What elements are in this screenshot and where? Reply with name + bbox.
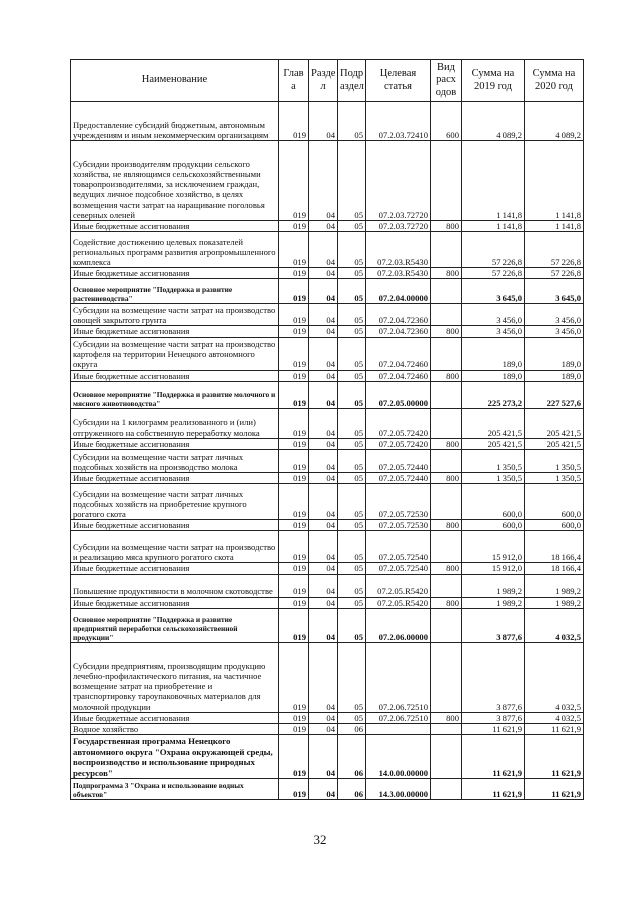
cell-expense-type: 800 [431, 473, 462, 484]
cell-target-article: 07.2.05.R5420 [366, 574, 431, 597]
table-row [71, 337, 584, 370]
cell-expense-type [431, 279, 462, 304]
cell-sum-2020: 57 226,8 [525, 268, 584, 279]
cell-section: 04 [309, 279, 338, 304]
cell-name: Иные бюджетные ассигнования [71, 712, 279, 723]
cell-sum-2019: 11 621,9 [462, 735, 525, 779]
cell-chapter: 019 [279, 279, 309, 304]
cell-target-article: 14.3.00.00000 [366, 779, 431, 800]
table-row [71, 724, 584, 735]
table-row [71, 450, 584, 473]
cell-expense-type [431, 141, 462, 221]
cell-section: 04 [309, 520, 338, 531]
cell-expense-type: 800 [431, 326, 462, 337]
cell-sum-2020: 4 089,2 [525, 102, 584, 141]
cell-subsection: 06 [338, 724, 366, 735]
cell-sum-2019: 1 989,2 [462, 574, 525, 597]
cell-name: Субсидии на возмещение части затрат на производство и реализацию мяса крупного рогатого скота [71, 531, 279, 563]
cell-chapter: 019 [279, 712, 309, 723]
cell-expense-type [431, 724, 462, 735]
cell-sum-2019: 3 877,6 [462, 608, 525, 642]
cell-expense-type: 800 [431, 597, 462, 608]
cell-expense-type: 800 [431, 712, 462, 723]
cell-section: 04 [309, 608, 338, 642]
cell-subsection: 05 [338, 221, 366, 232]
cell-chapter: 019 [279, 484, 309, 520]
cell-sum-2019: 205 421,5 [462, 408, 525, 438]
cell-section: 04 [309, 326, 338, 337]
cell-name: Субсидии на возмещение части затрат личных подсобных хозяйств на приобретение крупного рогатого скота [71, 484, 279, 520]
cell-sum-2020: 3 645,0 [525, 279, 584, 304]
cell-section: 04 [309, 304, 338, 326]
cell-sum-2020: 600,0 [525, 484, 584, 520]
cell-target-article: 07.2.05.72440 [366, 473, 431, 484]
cell-target-article: 07.2.05.72540 [366, 563, 431, 574]
cell-name: Иные бюджетные ассигнования [71, 370, 279, 381]
cell-chapter: 019 [279, 520, 309, 531]
table-row [71, 268, 584, 279]
cell-expense-type: 800 [431, 563, 462, 574]
cell-sum-2020: 11 621,9 [525, 779, 584, 800]
table-row [71, 735, 584, 779]
cell-sum-2020: 1 350,5 [525, 450, 584, 473]
cell-name: Иные бюджетные ассигнования [71, 520, 279, 531]
cell-name: Основное мероприятие "Поддержка и развитие молочного и мясного животноводства" [71, 381, 279, 408]
cell-sum-2019: 4 089,2 [462, 102, 525, 141]
cell-sum-2020: 205 421,5 [525, 408, 584, 438]
cell-sum-2019: 11 621,9 [462, 724, 525, 735]
cell-section: 04 [309, 268, 338, 279]
cell-subsection: 05 [338, 450, 366, 473]
cell-expense-type [431, 304, 462, 326]
cell-sum-2019: 225 273,2 [462, 381, 525, 408]
cell-subsection: 05 [338, 381, 366, 408]
cell-sum-2019: 205 421,5 [462, 438, 525, 449]
cell-chapter: 019 [279, 531, 309, 563]
cell-target-article: 07.2.03.R5430 [366, 232, 431, 268]
table-row [71, 473, 584, 484]
cell-sum-2020: 227 527,6 [525, 381, 584, 408]
table-row [71, 563, 584, 574]
cell-name: Иные бюджетные ассигнования [71, 326, 279, 337]
cell-section: 04 [309, 408, 338, 438]
table-header-row [71, 60, 584, 102]
cell-chapter: 019 [279, 381, 309, 408]
cell-subsection: 05 [338, 408, 366, 438]
cell-sum-2020: 18 166,4 [525, 531, 584, 563]
cell-section: 04 [309, 484, 338, 520]
cell-subsection: 05 [338, 337, 366, 370]
cell-expense-type: 800 [431, 520, 462, 531]
header-sum-2019: Сумма на 2019 год [462, 60, 525, 102]
cell-sum-2019: 1 141,8 [462, 221, 525, 232]
cell-section: 04 [309, 597, 338, 608]
cell-sum-2019: 1 350,5 [462, 450, 525, 473]
cell-subsection: 05 [338, 642, 366, 712]
cell-section: 04 [309, 735, 338, 779]
cell-subsection: 05 [338, 326, 366, 337]
cell-sum-2019: 3 877,6 [462, 712, 525, 723]
cell-sum-2020: 4 032,5 [525, 712, 584, 723]
cell-sum-2019: 15 912,0 [462, 531, 525, 563]
cell-subsection: 05 [338, 608, 366, 642]
cell-chapter: 019 [279, 326, 309, 337]
cell-sum-2019: 600,0 [462, 484, 525, 520]
cell-chapter: 019 [279, 735, 309, 779]
cell-target-article: 07.2.03.72410 [366, 102, 431, 141]
cell-name: Иные бюджетные ассигнования [71, 268, 279, 279]
cell-sum-2019: 189,0 [462, 337, 525, 370]
cell-sum-2020: 205 421,5 [525, 438, 584, 449]
cell-target-article: 07.2.05.00000 [366, 381, 431, 408]
cell-section: 04 [309, 574, 338, 597]
cell-target-article: 07.2.04.00000 [366, 279, 431, 304]
cell-subsection: 05 [338, 102, 366, 141]
table-row [71, 232, 584, 268]
cell-chapter: 019 [279, 408, 309, 438]
cell-sum-2019: 189,0 [462, 370, 525, 381]
cell-sum-2020: 18 166,4 [525, 563, 584, 574]
cell-chapter: 019 [279, 141, 309, 221]
cell-target-article: 07.2.05.72530 [366, 520, 431, 531]
cell-section: 04 [309, 232, 338, 268]
cell-expense-type [431, 608, 462, 642]
cell-sum-2019: 1 989,2 [462, 597, 525, 608]
cell-subsection: 05 [338, 304, 366, 326]
cell-section: 04 [309, 450, 338, 473]
cell-subsection: 06 [338, 779, 366, 800]
cell-target-article: 07.2.03.72720 [366, 221, 431, 232]
cell-expense-type [431, 408, 462, 438]
cell-subsection: 06 [338, 735, 366, 779]
cell-sum-2019: 11 621,9 [462, 779, 525, 800]
cell-sum-2020: 1 141,8 [525, 141, 584, 221]
cell-sum-2019: 600,0 [462, 520, 525, 531]
cell-section: 04 [309, 724, 338, 735]
cell-sum-2020: 1 350,5 [525, 473, 584, 484]
table-row [71, 141, 584, 221]
cell-subsection: 05 [338, 438, 366, 449]
cell-chapter: 019 [279, 779, 309, 800]
cell-subsection: 05 [338, 268, 366, 279]
cell-expense-type: 800 [431, 370, 462, 381]
cell-name: Основное мероприятие "Поддержка и развитие предприятий переработки сельскохозяйственной продукции" [71, 608, 279, 642]
cell-chapter: 019 [279, 642, 309, 712]
cell-name: Иные бюджетные ассигнования [71, 473, 279, 484]
cell-chapter: 019 [279, 563, 309, 574]
cell-sum-2019: 3 877,6 [462, 642, 525, 712]
cell-sum-2019: 57 226,8 [462, 232, 525, 268]
header-expense-type: Вид расх одов [431, 60, 462, 102]
cell-sum-2020: 4 032,5 [525, 608, 584, 642]
cell-section: 04 [309, 221, 338, 232]
table-row [71, 642, 584, 712]
cell-sum-2020: 4 032,5 [525, 642, 584, 712]
cell-chapter: 019 [279, 232, 309, 268]
cell-expense-type [431, 337, 462, 370]
cell-section: 04 [309, 102, 338, 141]
cell-expense-type [431, 232, 462, 268]
cell-sum-2019: 1 141,8 [462, 141, 525, 221]
cell-chapter: 019 [279, 473, 309, 484]
cell-sum-2019: 3 645,0 [462, 279, 525, 304]
cell-subsection: 05 [338, 531, 366, 563]
cell-sum-2020: 57 226,8 [525, 232, 584, 268]
cell-sum-2019: 3 456,0 [462, 326, 525, 337]
cell-name: Иные бюджетные ассигнования [71, 221, 279, 232]
cell-name: Субсидии на 1 килограмм реализованного и (или) отгруженного на собственную переработку молока [71, 408, 279, 438]
cell-subsection: 05 [338, 563, 366, 574]
table-row [71, 597, 584, 608]
cell-expense-type [431, 779, 462, 800]
cell-chapter: 019 [279, 268, 309, 279]
cell-target-article: 07.2.04.72360 [366, 326, 431, 337]
cell-expense-type [431, 642, 462, 712]
cell-subsection: 05 [338, 597, 366, 608]
cell-name: Водное хозяйство [71, 724, 279, 735]
cell-name: Повышение продуктивности в молочном скотоводстве [71, 574, 279, 597]
cell-sum-2020: 3 456,0 [525, 304, 584, 326]
cell-target-article: 07.2.04.72460 [366, 337, 431, 370]
cell-sum-2020: 11 621,9 [525, 724, 584, 735]
table-row [71, 102, 584, 141]
cell-sum-2020: 1 141,8 [525, 221, 584, 232]
cell-target-article: 07.2.04.72460 [366, 370, 431, 381]
cell-target-article: 07.2.04.72360 [366, 304, 431, 326]
budget-table [70, 59, 584, 800]
cell-sum-2020: 3 456,0 [525, 326, 584, 337]
cell-target-article: 07.2.05.72540 [366, 531, 431, 563]
cell-section: 04 [309, 642, 338, 712]
cell-chapter: 019 [279, 304, 309, 326]
cell-subsection: 05 [338, 370, 366, 381]
cell-sum-2020: 189,0 [525, 370, 584, 381]
cell-subsection: 05 [338, 141, 366, 221]
cell-section: 04 [309, 370, 338, 381]
cell-chapter: 019 [279, 724, 309, 735]
cell-subsection: 05 [338, 484, 366, 520]
table-row [71, 279, 584, 304]
cell-chapter: 019 [279, 102, 309, 141]
cell-chapter: 019 [279, 450, 309, 473]
table-row [71, 381, 584, 408]
table-row [71, 712, 584, 723]
cell-sum-2019: 1 350,5 [462, 473, 525, 484]
cell-sum-2020: 1 989,2 [525, 574, 584, 597]
cell-name: Субсидии на возмещение части затрат на производство овощей закрытого грунта [71, 304, 279, 326]
cell-chapter: 019 [279, 597, 309, 608]
cell-name: Субсидии на возмещение части затрат на производство картофеля на территории Ненецкого автономного округа [71, 337, 279, 370]
table-row [71, 370, 584, 381]
cell-target-article [366, 724, 431, 735]
cell-name: Подпрограмма 3 "Охрана и использование водных объектов" [71, 779, 279, 800]
cell-name: Государственная программа Ненецкого автономного округа "Охрана окружающей среды, воспроизводство и использование природных ресурсов" [71, 735, 279, 779]
table-row [71, 608, 584, 642]
cell-chapter: 019 [279, 438, 309, 449]
cell-section: 04 [309, 779, 338, 800]
cell-expense-type [431, 531, 462, 563]
header-target-article: Целевая статья [366, 60, 431, 102]
cell-target-article: 07.2.03.R5430 [366, 268, 431, 279]
table-row [71, 484, 584, 520]
table-row [71, 574, 584, 597]
cell-section: 04 [309, 438, 338, 449]
cell-subsection: 05 [338, 520, 366, 531]
table-row [71, 408, 584, 438]
cell-name: Субсидии производителям продукции сельского хозяйства, не являющимся сельскохозяйственными товаропроизводителями, за исключением граждан, ведущих личное подсобное хозяйство, в целях возмещения части затрат на наращивание поголовья северных оленей [71, 141, 279, 221]
cell-expense-type: 800 [431, 268, 462, 279]
cell-section: 04 [309, 337, 338, 370]
table-row [71, 438, 584, 449]
cell-subsection: 05 [338, 473, 366, 484]
table-row [71, 531, 584, 563]
cell-section: 04 [309, 712, 338, 723]
table-body [71, 102, 584, 800]
cell-chapter: 019 [279, 370, 309, 381]
page-number: 32 [313, 832, 327, 847]
cell-subsection: 05 [338, 232, 366, 268]
table-row [71, 304, 584, 326]
cell-chapter: 019 [279, 608, 309, 642]
cell-name: Иные бюджетные ассигнования [71, 438, 279, 449]
cell-expense-type: 600 [431, 102, 462, 141]
cell-name: Предоставление субсидий бюджетным, автономным учреждениям и иным некоммерческим организациям [71, 102, 279, 141]
cell-chapter: 019 [279, 574, 309, 597]
cell-section: 04 [309, 563, 338, 574]
cell-name: Иные бюджетные ассигнования [71, 597, 279, 608]
cell-target-article: 07.2.06.72510 [366, 712, 431, 723]
header-subsection: Подр аздел [338, 60, 366, 102]
cell-target-article: 07.2.05.R5420 [366, 597, 431, 608]
cell-target-article: 07.2.05.72420 [366, 438, 431, 449]
cell-expense-type [431, 381, 462, 408]
cell-name: Субсидии на возмещение части затрат личных подсобных хозяйств на производство молока [71, 450, 279, 473]
cell-target-article: 07.2.06.00000 [366, 608, 431, 642]
cell-expense-type [431, 450, 462, 473]
cell-expense-type [431, 484, 462, 520]
table-row [71, 520, 584, 531]
header-chapter: Глав а [279, 60, 309, 102]
cell-sum-2020: 189,0 [525, 337, 584, 370]
cell-sum-2020: 600,0 [525, 520, 584, 531]
cell-section: 04 [309, 141, 338, 221]
cell-sum-2020: 11 621,9 [525, 735, 584, 779]
cell-subsection: 05 [338, 712, 366, 723]
cell-target-article: 07.2.03.72720 [366, 141, 431, 221]
cell-expense-type [431, 574, 462, 597]
cell-target-article: 07.2.06.72510 [366, 642, 431, 712]
cell-expense-type [431, 735, 462, 779]
cell-target-article: 07.2.05.72440 [366, 450, 431, 473]
cell-subsection: 05 [338, 279, 366, 304]
header-name: Наименование [71, 60, 279, 102]
cell-expense-type: 800 [431, 221, 462, 232]
cell-target-article: 14.0.00.00000 [366, 735, 431, 779]
cell-section: 04 [309, 473, 338, 484]
cell-target-article: 07.2.05.72420 [366, 408, 431, 438]
cell-sum-2020: 1 989,2 [525, 597, 584, 608]
cell-name: Основное мероприятие "Поддержка и развитие растениеводства" [71, 279, 279, 304]
cell-section: 04 [309, 531, 338, 563]
table-row [71, 221, 584, 232]
table-row [71, 326, 584, 337]
cell-chapter: 019 [279, 221, 309, 232]
cell-name: Субсидии предприятиям, производящим продукцию лечебно-профилактического питания, на частичное возмещение затрат на приобретение и транспортировку тароупаковочных материалов для молочной продукции [71, 642, 279, 712]
header-section: Разде л [309, 60, 338, 102]
header-sum-2020: Сумма на 2020 год [525, 60, 584, 102]
table-row [71, 779, 584, 800]
cell-target-article: 07.2.05.72530 [366, 484, 431, 520]
cell-chapter: 019 [279, 337, 309, 370]
cell-subsection: 05 [338, 574, 366, 597]
cell-name: Иные бюджетные ассигнования [71, 563, 279, 574]
cell-sum-2019: 3 456,0 [462, 304, 525, 326]
cell-sum-2019: 57 226,8 [462, 268, 525, 279]
cell-name: Содействие достижению целевых показателей региональных программ развития агропромышленного комплекса [71, 232, 279, 268]
cell-expense-type: 800 [431, 438, 462, 449]
cell-section: 04 [309, 381, 338, 408]
cell-sum-2019: 15 912,0 [462, 563, 525, 574]
